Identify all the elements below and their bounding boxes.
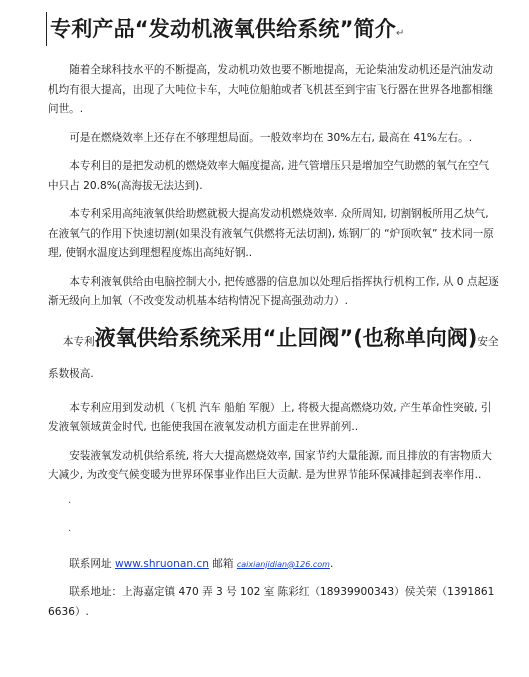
empty-line-2: .	[68, 522, 72, 534]
paragraph-3: 本专利目的是把发动机的燃烧效率大幅度提高, 进气管增压只是增加空气助燃的氧气在空气中只占 20.8%(高海拔无法达到).	[48, 160, 490, 192]
contact-web-line	[48, 555, 499, 575]
paragraph-2: 可是在燃烧效率上还存在不够理想局面。一般效率均在 30%左右, 最高在 41%左右。.	[69, 131, 473, 144]
section-heading: 液氧供给系统采用“止回阀”(也称单向阀)	[94, 325, 478, 350]
paragraph-1: 随着全球科技水平的不断提高，发动机功效也要不断地提高，无论柴油发动机还是汽油发动机均有很大提高，出现了大吨位卡车，大吨位船舶或者飞机甚至到宇宙飞行器在世界各地都相继问世。.	[48, 64, 493, 115]
paragraph-mark-icon: ↵	[396, 28, 405, 39]
email-link[interactable]: caixianjidian@126.com	[236, 559, 330, 569]
heading-paragraph	[48, 322, 499, 390]
text-cursor	[46, 12, 47, 46]
title-text: 专利产品“发动机液氧供给系统”简介	[50, 17, 397, 41]
contact-mail-end: .	[329, 557, 334, 570]
contact-mail-label: 邮箱	[208, 557, 237, 570]
heading-prefix: 本专利	[62, 335, 95, 348]
paragraph-4: 本专利采用高纯液氧供给助燃就极大提高发动机燃烧效率. 众所周知, 切割钢板所用乙炔气, 在液氧气的作用下快速切割(如果没有液氧气供燃将无法切割), 炼钢厂的 “炉顶吹氧” 技术同一原理, 使钢水温度达到理想程度炼出高纯好钢..	[48, 208, 494, 259]
paragraph-5: 本专利液氧供给由电脑控制大小, 把传感器的信息加以处理后指挥执行机构工作, 从 0 点起逐渐无级向上加氧（不改变发动机基本结构情况下提高强劲动力）.	[48, 275, 499, 307]
heading-suffix: 安全系数极高.	[48, 335, 499, 380]
empty-line-1: .	[68, 494, 72, 506]
contact-address: 联系地址：上海嘉定镇 470 弄 3 号 102 室 陈彩红（18939900343）侯关荣（13918616636）.	[48, 586, 495, 618]
paragraph-8: 安装液氧发动机供给系统, 将大大提高燃烧效率, 国家节约大量能源, 而且排放的有害物质大大减少, 为改变气候变暖为世界环保事业作出巨大贡献. 是为世界节能环保减排起到表率作用..	[48, 449, 492, 481]
website-link[interactable]: www.shruonan.cn	[114, 557, 209, 570]
contact-web-label: 联系网址	[69, 557, 115, 570]
document-title	[50, 12, 499, 51]
paragraph-7: 本专利应用到发动机（飞机 汽车 船舶 军舰）上, 将极大提高燃烧功效, 产生革命性突破, 引发液氧领域黄金时代, 也能使我国在液氧发动机方面走在世界前列..	[48, 401, 492, 433]
